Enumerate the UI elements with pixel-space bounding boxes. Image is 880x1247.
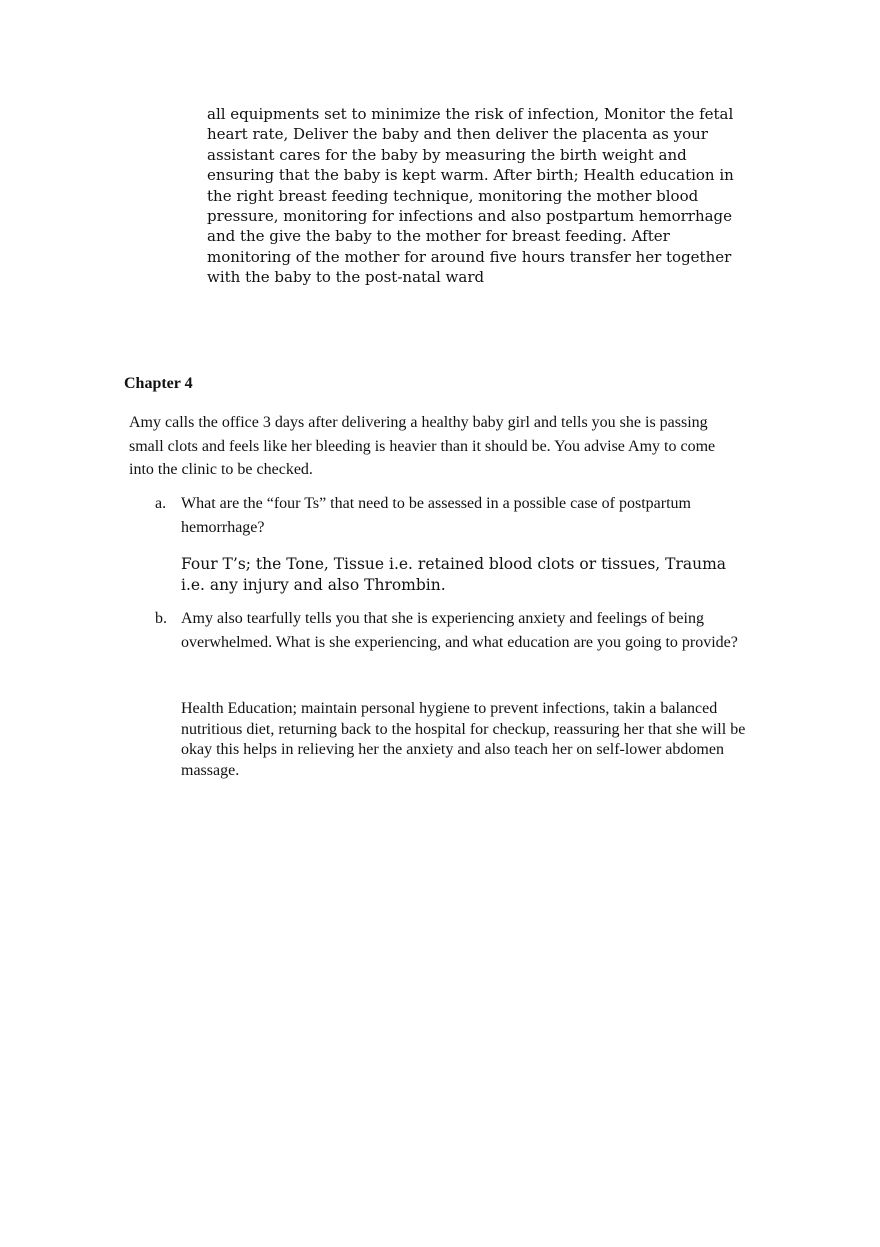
case-intro-paragraph: Amy calls the office 3 days after delivering a healthy baby girl and tells you she is passing small clots and feels like her bleeding is heavier than it should be. You advise Amy to come into the clinic to be checked. [129,414,716,478]
question-marker: a. [155,495,167,512]
answer-text-a: Four T’s; the Tone, Tissue i.e. retained blood clots or tissues, Trauma i.e. any injury and also Thrombin. [181,555,727,594]
question-marker: b. [155,610,167,627]
question-text: What are the “four Ts” that need to be assessed in a possible case of postpartum hemorrhage? [181,495,691,536]
answer-text-b: Health Education; maintain personal hygiene to prevent infections, takin a balanced nutritious diet, returning back to the hospital for checkup, reassuring her that she will be okay this helps in relieving her the anxiety and also teach her on self-lower abdomen massage. [181,700,746,779]
chapter-title: Chapter 4 [124,375,193,392]
question-text: Amy also tearfully tells you that she is experiencing anxiety and feelings of being overwhelmed. What is she experiencing, and what education are you going to provide? [181,610,738,651]
continuation-paragraph: all equipments set to minimize the risk of infection, Monitor the fetal heart rate, Deliver the baby and then deliver the placenta as your assistant cares for the baby by measuring the birth weight and ensuring that the baby is kept warm. After birth; Health education in the right breast feeding technique, monitoring the mother blood pressure, monitoring for infections and also postpartum hemorrhage and the give the baby to the mother for breast feeding. After monitoring of the mother for around five hours transfer her together with the baby to the post-natal ward [207,105,734,287]
